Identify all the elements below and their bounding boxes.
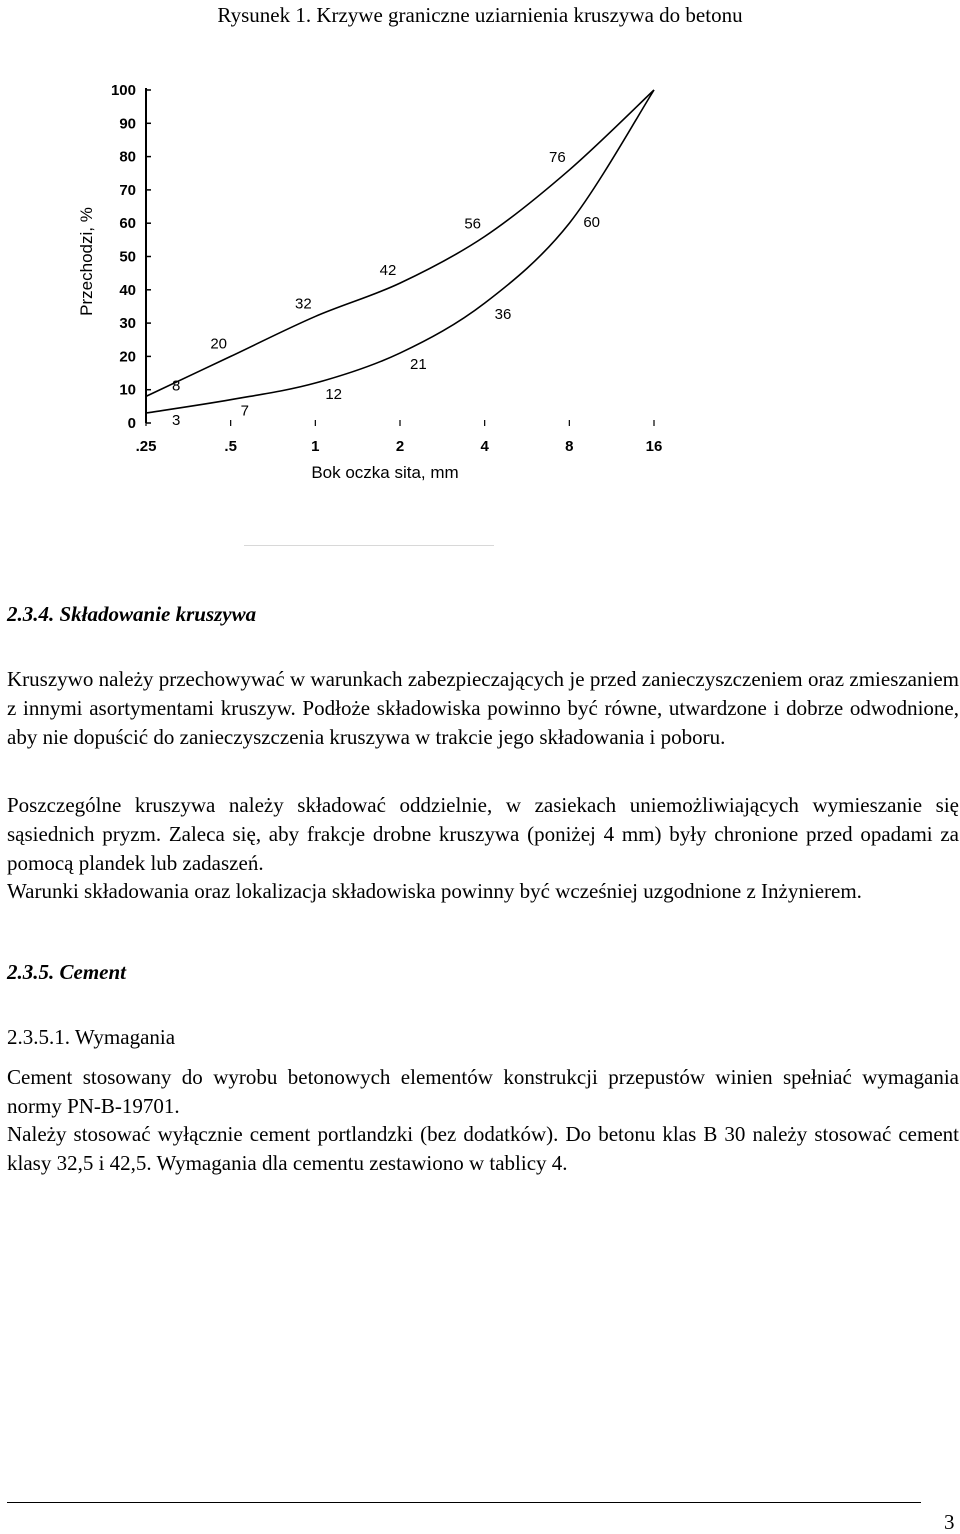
data-label: 3 [172, 412, 181, 430]
x-tick-label: 8 [565, 438, 574, 455]
y-tick-label: 100 [110, 82, 136, 99]
x-tick-label: 2 [395, 438, 405, 455]
y-tick-label: 90 [119, 115, 136, 133]
storage-paragraph-3: Warunki składowania oraz lokalizacja składowiska powinny być wcześniej uzgodnione z Inżynierem. [7, 879, 862, 903]
x-tick-label: .5 [224, 438, 237, 455]
y-tick-label: 30 [119, 315, 136, 333]
cement-paragraph-1: Cement stosowany do wyrobu betonowych elementów konstrukcji przepustów winien spełniać wymagania normy PN-B-19701. [7, 1065, 959, 1118]
data-label: 21 [410, 356, 427, 374]
grading-curve-lower [146, 90, 654, 413]
x-tick-label: 16 [645, 438, 663, 455]
x-tick-label: 1 [311, 438, 320, 455]
cement-paragraph-2: Należy stosować wyłącznie cement portlandzki (bez dodatków). Do betonu klas B 30 należy stosować cement klasy 32,5 i 42,5. Wymagania dla cementu zestawiono w tablicy 4. [7, 1122, 959, 1175]
section-heading-storage: 2.3.4. Składowanie kruszywa [7, 602, 257, 626]
footer-rule [7, 1502, 921, 1503]
figure-rule [244, 545, 494, 546]
figure-caption: Rysunek 1. Krzywe graniczne uziarnienia kruszywa do betonu [217, 3, 743, 27]
storage-paragraph-1: Kruszywo należy przechowywać w warunkach zabezpieczających je przed zanieczyszczeniem oraz zmieszaniem z innymi asortymentami kruszyw. Podłoże składowiska powinno być równe, utwardzone i dobrze odwodnione, aby nie dopuścić do zanieczyszczenia kruszywa w trakcie jego składowania i poboru. [7, 667, 959, 749]
y-axis-label: Przechodzi, % [77, 207, 96, 316]
y-tick-label: 40 [119, 281, 136, 299]
grading-curves-figure [0, 30, 960, 560]
data-label: 20 [210, 335, 228, 353]
data-label: 12 [325, 386, 343, 404]
storage-paragraph-2: Poszczególne kruszywa należy składować oddzielnie, w zasiekach uniemożliwiających wymieszanie się sąsiednich pryzm. Zaleca się, aby frakcje drobne kruszywa (poniżej 4 mm) były chronione przed opadami za pomocą plandek lub zadaszeń. [7, 793, 959, 875]
y-tick-label: 80 [119, 148, 136, 166]
page-number: 3 [944, 1510, 955, 1534]
grading-curves-chart [0, 30, 960, 560]
y-tick-label: 50 [119, 248, 136, 266]
y-tick-label: 0 [127, 415, 136, 432]
x-tick-label: 4 [480, 438, 489, 455]
y-tick-label: 20 [119, 348, 136, 366]
y-tick-label: 10 [119, 381, 136, 399]
y-tick-label: 70 [119, 181, 136, 199]
subsection-heading-requirements: 2.3.5.1. Wymagania [7, 1025, 176, 1049]
x-axis-label: Bok oczka sita, mm [311, 463, 459, 482]
data-label: 36 [494, 306, 512, 324]
data-label: 32 [294, 295, 312, 313]
data-label: 42 [379, 262, 397, 280]
data-label: 56 [464, 215, 482, 233]
data-label: 60 [583, 214, 601, 232]
y-tick-label: 60 [119, 215, 136, 233]
data-label: 7 [240, 402, 250, 420]
data-label: 76 [548, 148, 566, 166]
section-heading-cement: 2.3.5. Cement [7, 960, 126, 984]
data-label: 8 [172, 377, 181, 395]
x-tick-label: .25 [135, 438, 157, 455]
